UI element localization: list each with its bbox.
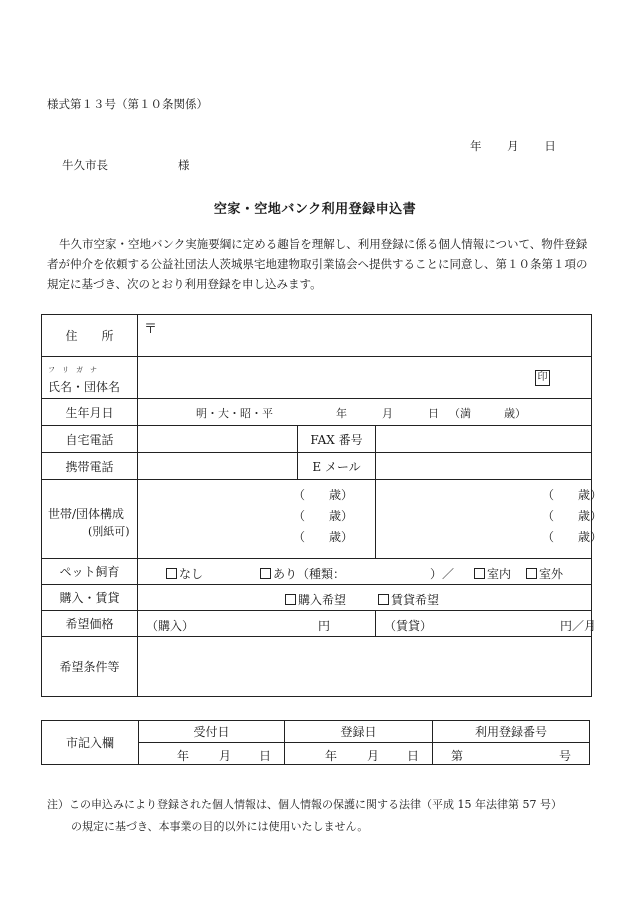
phone-fax-row [42, 426, 592, 453]
registered-day-label: 日 [407, 749, 420, 763]
age-slot: （ 歳） [542, 488, 603, 502]
received-year-label: 年 [177, 749, 190, 763]
checkbox[interactable] [474, 568, 485, 579]
household-members-right[interactable] [376, 480, 603, 559]
pet-none-option[interactable]: なし [166, 565, 203, 582]
purchase-label: 購入・賃貸 [42, 585, 138, 611]
number-suffix: 号 [559, 749, 572, 763]
pet-field [138, 559, 592, 585]
form-number: 様式第１３号（第１０条関係） [47, 97, 208, 111]
received-date-field[interactable] [139, 743, 285, 765]
pet-yes-option[interactable]: あり（種類： [260, 565, 345, 582]
name-label: 氏名・団体名 [48, 380, 121, 394]
age-slot: （ 歳） [293, 509, 354, 523]
age-slot: （ 歳） [542, 509, 603, 523]
address-field[interactable] [138, 315, 592, 357]
household-label: 世帯/団体構成 [48, 507, 125, 521]
age-text: （満 歳） [449, 407, 526, 420]
pet-label: ペット飼育 [42, 559, 138, 585]
price-rent-field[interactable] [376, 611, 597, 637]
price-yen-label: 円 [318, 619, 331, 633]
date-day-label: 日 [544, 139, 556, 153]
registered-date-field[interactable] [285, 743, 433, 765]
number-prefix: 第 [451, 749, 464, 763]
application-date [470, 138, 556, 154]
price-rent-label: （賃貸） [384, 619, 433, 633]
dob-month-label: 月 [382, 407, 393, 420]
email-label: E メール [298, 453, 376, 480]
number-header: 利用登録番号 [433, 721, 590, 743]
document-title: 空家・空地バンク利用登録申込書 [213, 202, 417, 217]
price-label: 希望価格 [42, 611, 138, 637]
intro-paragraph: 牛久市空家・空地バンク実施要綱に定める趣旨を理解し、利用登録に係る個人情報について、物件登録者が仲介を依頼する公益社団法人茨城県宅地建物取引業協会へ提供することに同意し、第１０条第１項の規定に基づき、次のとおり利用登録を申し込みます。 [47, 237, 588, 291]
rent-option[interactable]: 賃貸希望 [378, 591, 439, 608]
registered-month-label: 月 [367, 749, 380, 763]
name-field[interactable] [138, 357, 592, 399]
price-row [42, 611, 592, 637]
purchase-row [42, 585, 592, 611]
home-phone-field[interactable] [138, 426, 298, 453]
addressee [62, 157, 190, 173]
household-label-cell [42, 480, 138, 559]
office-label: 市記入欄 [42, 721, 139, 765]
pet-row [42, 559, 592, 585]
price-purchase-label: （購入） [146, 619, 195, 633]
privacy-note [47, 794, 562, 838]
price-purchase-field[interactable] [138, 611, 376, 637]
age-slot: （ 歳） [293, 530, 354, 544]
household-row [42, 480, 592, 559]
registered-header: 登録日 [285, 721, 433, 743]
name-label-cell [42, 357, 138, 399]
office-header-row [42, 721, 590, 743]
price-yen-month-label: 円／月 [560, 619, 597, 633]
address-label: 住 所 [42, 315, 138, 357]
checkbox[interactable] [166, 568, 177, 579]
furigana-label: フ リ ガ ナ [48, 366, 97, 374]
addressee-suffix: 様 [178, 158, 190, 172]
received-header: 受付日 [139, 721, 285, 743]
mobile-label: 携帯電話 [42, 453, 138, 480]
dob-field[interactable] [138, 399, 592, 426]
pet-outdoor-option[interactable]: 室外 [526, 565, 563, 582]
conditions-label: 希望条件等 [42, 637, 138, 697]
purchase-field [138, 585, 592, 611]
mobile-field[interactable] [138, 453, 298, 480]
received-month-label: 月 [219, 749, 232, 763]
seal-mark: 印 [535, 370, 550, 386]
home-phone-label: 自宅電話 [42, 426, 138, 453]
address-row [42, 315, 592, 357]
privacy-note-line2: の規定に基づき、本事業の目的以外には使用いたしません。 [71, 820, 369, 833]
dob-label: 生年月日 [42, 399, 138, 426]
name-row [42, 357, 592, 399]
fax-field[interactable] [376, 426, 592, 453]
privacy-note-line1: 注）この申込みにより登録された個人情報は、個人情報の保護に関する法律（平成 15 年法律第 57 号） [47, 798, 562, 811]
date-month-label: 月 [507, 139, 519, 153]
conditions-row [42, 637, 592, 697]
pet-close-text: ）／ [430, 567, 455, 581]
registered-year-label: 年 [325, 749, 338, 763]
checkbox[interactable] [285, 594, 296, 605]
fax-label: FAX 番号 [298, 426, 376, 453]
received-day-label: 日 [259, 749, 272, 763]
age-slot: （ 歳） [542, 530, 603, 544]
application-form-table [41, 314, 603, 697]
conditions-field[interactable] [138, 637, 592, 697]
age-slot: （ 歳） [293, 488, 354, 502]
addressee-name: 牛久市長 [62, 158, 108, 172]
checkbox[interactable] [378, 594, 389, 605]
household-members-left[interactable] [138, 480, 376, 559]
checkbox[interactable] [260, 568, 271, 579]
registration-number-field[interactable] [433, 743, 590, 765]
email-field[interactable] [376, 453, 592, 480]
era-options[interactable]: 明・大・昭・平 [196, 407, 273, 420]
mobile-email-row [42, 453, 592, 480]
date-year-label: 年 [470, 139, 482, 153]
dob-year-label: 年 [336, 407, 347, 420]
pet-indoor-option[interactable]: 室内 [474, 565, 511, 582]
dob-day-label: 日 [428, 407, 439, 420]
purchase-option[interactable]: 購入希望 [285, 591, 346, 608]
dob-row [42, 399, 592, 426]
checkbox[interactable] [526, 568, 537, 579]
household-note: (別紙可) [88, 525, 130, 538]
office-use-table [41, 720, 590, 765]
postal-mark: 〒 [144, 322, 158, 337]
